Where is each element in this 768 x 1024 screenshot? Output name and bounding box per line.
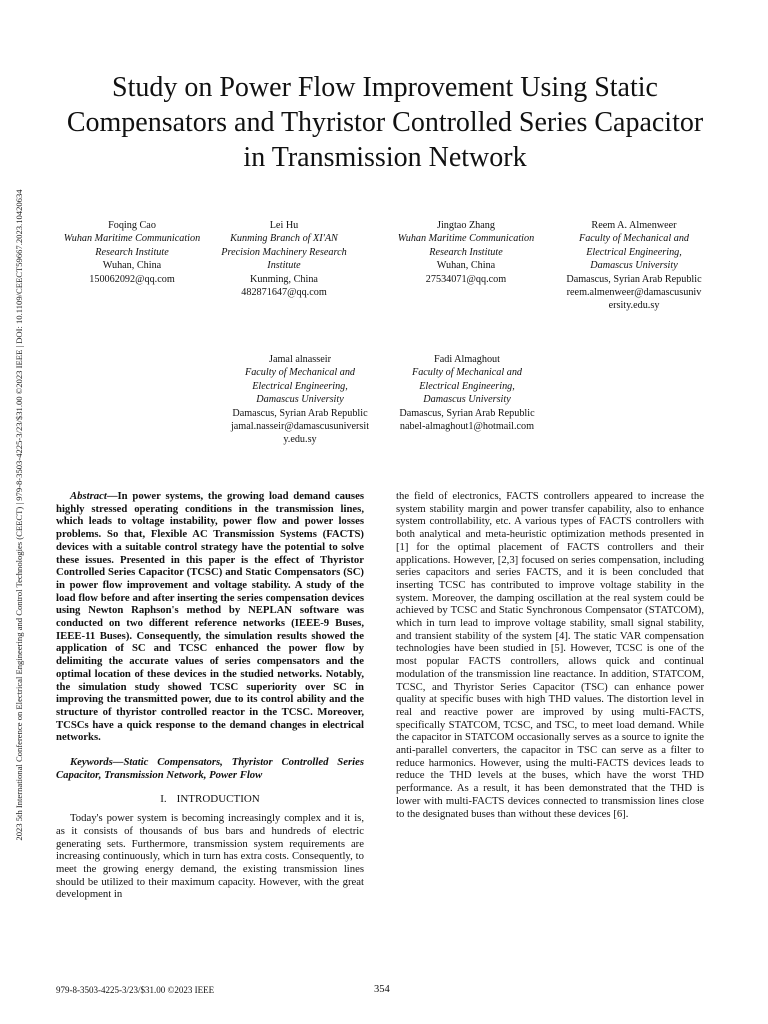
author-affiliation: Faculty of Mechanical and — [411, 367, 523, 379]
author-affiliation: Wuhan Maritime Communication — [63, 233, 201, 245]
author-name: Lei Hu — [269, 220, 299, 231]
author-affiliation: Electrical Engineering, — [586, 246, 682, 258]
abstract-text: —In power systems, the growing load demand causes highly stressed operating conditions in the transmission lines, which leads to voltage instability, power flow and power losses problems. So that, Flexible AC Transmission Systems (FACTS) devices with a suitable control strategy have the potential to solve these issues. Presented in this paper is the effect of Thyristor Controlled Series Capacitor (TCSC) and Static Compensators (SC) in power flow improvement and voltage stability. A study of the load flow before and after inserting the series compensation devices using Newton Raphson's method by NEPLAN software was conducted on two different reference networks (IEEE-9 Buses, IEEE-11 Buses). Consequently, the simulation results showed the application of SC and TCSC enhanced the power flow by delimiting the accurate values of series compensators and the optimal location of these devices in the studied networks. Notably, the simulation study showed TCSC superiority over SC in improving the transmitted power, due to its control ability and the structure of thyristor controlled reactor in the TCSC. Moreover, TCSCs have a quick response to the demand changes in electrical networks. — [56, 490, 364, 744]
author-city: Damascus, Syrian Arab Republic — [232, 407, 368, 419]
author-block — [376, 219, 556, 286]
section-title-initial: I — [176, 793, 181, 806]
author-name: Jingtao Zhang — [436, 220, 495, 231]
author-email: 482871647@qq.com — [241, 287, 327, 299]
author-name: Foqing Cao — [108, 220, 156, 231]
author-affiliation: Damascus University — [423, 394, 511, 406]
author-city: Kunming, China — [250, 273, 318, 285]
right-column — [396, 490, 704, 820]
author-block — [194, 219, 374, 299]
author-affiliation: Research Institute — [95, 246, 169, 258]
author-affiliation: Faculty of Mechanical and — [244, 367, 356, 379]
author-email: nabel-almaghout1@hotmail.com — [399, 421, 535, 433]
section-number: I. — [160, 793, 167, 806]
author-email: ersity.edu.sy — [608, 300, 660, 312]
author-affiliation: Electrical Engineering, — [252, 380, 348, 392]
page-number: 354 — [374, 984, 390, 995]
author-name: Jamal alnasseir — [269, 354, 331, 365]
intro-continuation: the field of electronics, FACTS controllers appeared to increase the system stability margin and power transfer capability, also to enhance system controllability, etc. A various types of FACTS controllers with both analytical and meta-heuristic optimization methods presented in [1] for the optimal placement of FACTS controllers and their applications. However, [2,3] focused on series compensation, including series capacitors and series FACTS, and it is been concluded that inserting TCSC has contributed to improve voltage stability in the system. Moreover, the damping oscillation at the real system could be achieved by TCSC and Static Synchronous Compensator (STATCOM), which in turn lead to improve voltage stability, small signal stability, and transient stability of the system [4]. The static VAR compensation technologies have been studied in [5]. However, TCSC is one of the most popular FACTS controllers, allows quick and continual modulation of the transmission line reactance. In addition, STATCOM, TCSC, and Thyristor Series Capacitor (TSC) can enhance power quality at specific buses with high THD values. The distortion level in real and reactive power are improved by using multi-FACTS, specifically STATCOM, TCSC, and TSC, to meet load demand. While the capacitor in STATCOM occasionally serves as a source to ignite the anti-parallel converters, the capacitor in TSC can serve as a filter to reduce harmonics. However, using the multi-FACTS devices leads to reduce the THD levels at the buses, which have the worst THD performance. As a result, it has been demonstrated that the THD is lower with multi-FACTS devices connected to transmission lines close to the designated buses than without these devices [6]. — [396, 490, 704, 820]
author-affiliation: Faculty of Mechanical and — [578, 233, 690, 245]
author-affiliation: Precision Machinery Research — [221, 246, 347, 258]
intro-paragraph: Today's power system is becoming increasingly complex and it is, as it consists of thousands of bus bars and hundreds of electric generating sets. Furthermore, transmission system requirements are increasing continuously, which in turn has extra costs. Consequently, to meet the growing energy demand, the existing transmission lines should be utilized to their maximum capacity. However, with the great development in — [56, 812, 364, 901]
author-block — [377, 353, 557, 433]
author-affiliation: Damascus University — [256, 394, 344, 406]
side-doi-text: 2023 5th International Conference on Electrical Engineering and Control Technologies (CEECT) | 979-8-3503-4225-3/23/$31.00 ©2023 IEEE | DOI: 10.1109/CEECT59667.2023.10420634 — [14, 189, 24, 841]
author-email: 27534071@qq.com — [425, 273, 507, 285]
abstract-label: Abstract — [70, 490, 107, 502]
author-email: 150062092@qq.com — [89, 273, 175, 285]
paper-title: Study on Power Flow Improvement Using Static Compensators and Thyristor Controlled Series Capacitor in Transmission Network — [66, 72, 704, 173]
author-name: Reem A. Almenweer — [591, 220, 677, 231]
section-heading — [56, 793, 364, 806]
section-title-rest: NTRODUCTION — [180, 793, 260, 806]
keywords — [56, 756, 364, 781]
author-block — [544, 219, 724, 313]
keywords-label: Keywords — [70, 756, 113, 769]
author-city: Wuhan, China — [102, 260, 162, 272]
author-affiliation: Kunming Branch of XI'AN — [230, 233, 338, 245]
author-city: Wuhan, China — [436, 260, 496, 272]
author-affiliation: Research Institute — [429, 246, 503, 258]
author-affiliation: Damascus University — [590, 260, 678, 272]
author-city: Damascus, Syrian Arab Republic — [566, 273, 702, 285]
keywords-text: —Static Compensators, Thyristor Controlled Series Capacitor, Transmission Network, Power Flow — [56, 756, 364, 781]
copyright-footer: 979-8-3503-4225-3/23/$31.00 ©2023 IEEE — [56, 985, 215, 995]
author-block — [210, 353, 390, 447]
side-doi-note — [10, 120, 28, 910]
abstract — [56, 490, 364, 744]
author-name: Fadi Almaghout — [434, 354, 500, 365]
author-email: reem.almenweer@damascusuniv — [566, 287, 702, 299]
author-affiliation: Wuhan Maritime Communication — [397, 233, 535, 245]
author-email: jamal.nasseir@damascusuniversit — [230, 421, 370, 433]
left-column — [56, 490, 364, 901]
author-affiliation: Electrical Engineering, — [419, 380, 515, 392]
author-email: y.edu.sy — [283, 434, 317, 446]
author-city: Damascus, Syrian Arab Republic — [399, 407, 535, 419]
author-affiliation: Institute — [267, 260, 301, 272]
